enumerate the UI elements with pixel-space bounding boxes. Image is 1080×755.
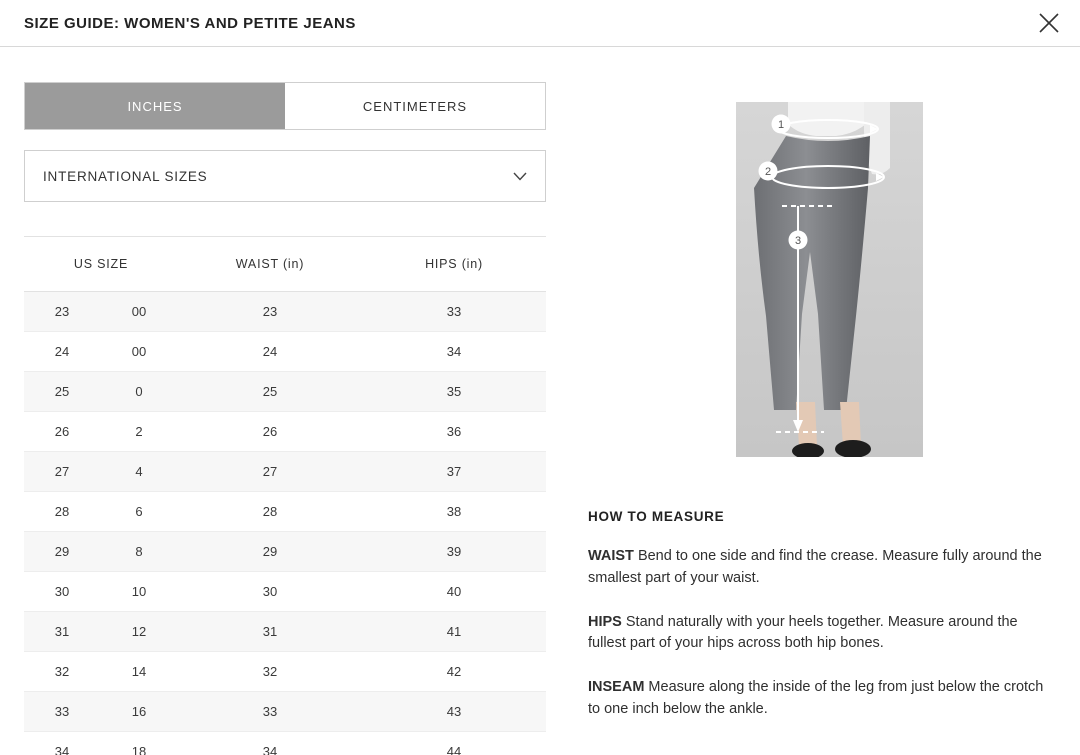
modal-header bbox=[0, 0, 1080, 47]
cell-intl-size: 00 bbox=[100, 292, 178, 332]
table-row bbox=[24, 452, 546, 492]
cell-us-size: 26 bbox=[24, 412, 100, 452]
tab-inches[interactable]: INCHES bbox=[25, 83, 285, 129]
cell-us-size: 23 bbox=[24, 292, 100, 332]
table-row bbox=[24, 612, 546, 652]
cell-us-size: 32 bbox=[24, 652, 100, 692]
cell-hips: 38 bbox=[362, 492, 546, 532]
measure-term-inseam: INSEAM bbox=[588, 679, 645, 695]
cell-intl-size: 4 bbox=[100, 452, 178, 492]
col-header-hips: HIPS (in) bbox=[362, 237, 546, 292]
cell-us-size: 30 bbox=[24, 572, 100, 612]
measure-text-waist: Bend to one side and find the crease. Measure fully around the smallest part of your waist. bbox=[588, 548, 1042, 586]
page-title: SIZE GUIDE: WOMEN'S AND PETITE JEANS bbox=[24, 14, 356, 32]
col-header-us-size: US SIZE bbox=[24, 237, 178, 292]
measure-term-hips: HIPS bbox=[588, 613, 622, 630]
svg-text:2: 2 bbox=[764, 166, 772, 178]
cell-hips: 43 bbox=[362, 692, 546, 732]
svg-text:1: 1 bbox=[777, 119, 785, 131]
col-header-waist: WAIST (in) bbox=[178, 237, 362, 292]
cell-waist: 26 bbox=[178, 412, 362, 452]
cell-waist: 33 bbox=[178, 692, 362, 732]
size-system-select[interactable] bbox=[24, 150, 546, 202]
size-table bbox=[24, 236, 546, 755]
cell-waist: 27 bbox=[178, 452, 362, 492]
cell-hips: 39 bbox=[362, 532, 546, 572]
table-row bbox=[24, 332, 546, 372]
table-body bbox=[24, 292, 546, 755]
cell-waist: 29 bbox=[178, 532, 362, 572]
cell-intl-size: 14 bbox=[100, 652, 178, 692]
cell-hips: 33 bbox=[362, 292, 546, 332]
cell-intl-size: 6 bbox=[100, 492, 178, 532]
cell-us-size: 29 bbox=[24, 532, 100, 572]
table-row bbox=[24, 412, 546, 452]
measure-item-inseam bbox=[588, 677, 1056, 721]
measurement-figure-svg bbox=[736, 102, 923, 457]
cell-intl-size: 8 bbox=[100, 532, 178, 572]
cell-us-size: 25 bbox=[24, 372, 100, 412]
chevron-down-icon-svg bbox=[513, 172, 527, 181]
cell-intl-size: 2 bbox=[100, 412, 178, 452]
cell-waist: 32 bbox=[178, 652, 362, 692]
tab-centimeters[interactable]: CENTIMETERS bbox=[285, 83, 545, 129]
svg-text:3: 3 bbox=[794, 235, 802, 247]
chevron-down-icon bbox=[513, 170, 527, 183]
table-head bbox=[24, 237, 546, 292]
cell-waist: 28 bbox=[178, 492, 362, 532]
cell-hips: 42 bbox=[362, 652, 546, 692]
cell-waist: 24 bbox=[178, 332, 362, 372]
cell-hips: 37 bbox=[362, 452, 546, 492]
measure-term-waist: WAIST bbox=[588, 548, 634, 564]
cell-intl-size: 10 bbox=[100, 572, 178, 612]
cell-waist: 31 bbox=[178, 612, 362, 652]
cell-hips: 35 bbox=[362, 372, 546, 412]
table-row bbox=[24, 692, 546, 732]
table-row bbox=[24, 532, 546, 572]
how-to-measure-title: HOW TO MEASURE bbox=[588, 509, 725, 524]
cell-intl-size: 0 bbox=[100, 372, 178, 412]
measure-column bbox=[560, 47, 1080, 755]
cell-us-size: 31 bbox=[24, 612, 100, 652]
cell-us-size: 27 bbox=[24, 452, 100, 492]
cell-intl-size: 18 bbox=[100, 732, 178, 755]
close-icon-svg bbox=[1036, 10, 1062, 36]
measure-item-waist bbox=[588, 546, 1056, 590]
table-row bbox=[24, 492, 546, 532]
cell-hips: 36 bbox=[362, 412, 546, 452]
cell-us-size: 33 bbox=[24, 692, 100, 732]
table-header-row bbox=[24, 237, 546, 292]
unit-toggle[interactable] bbox=[24, 82, 546, 130]
cell-intl-size: 00 bbox=[100, 332, 178, 372]
cell-hips: 44 bbox=[362, 732, 546, 755]
size-chart-column bbox=[0, 47, 560, 755]
modal-body bbox=[0, 47, 1080, 755]
size-system-value: INTERNATIONAL SIZES bbox=[43, 168, 208, 184]
cell-waist: 34 bbox=[178, 732, 362, 755]
measurement-figure bbox=[736, 102, 923, 457]
measure-text-hips: Stand naturally with your heels together. Measure around the fullest part of your hips across both hip bones. bbox=[588, 613, 1018, 652]
table-row bbox=[24, 652, 546, 692]
cell-us-size: 24 bbox=[24, 332, 100, 372]
cell-hips: 34 bbox=[362, 332, 546, 372]
close-icon[interactable] bbox=[1036, 10, 1062, 36]
table-row bbox=[24, 732, 546, 755]
measure-text-inseam: Measure along the inside of the leg from just below the crotch to one inch below the ankle. bbox=[588, 679, 1044, 717]
table-row bbox=[24, 372, 546, 412]
measure-item-hips bbox=[588, 612, 1056, 656]
cell-hips: 41 bbox=[362, 612, 546, 652]
cell-us-size: 28 bbox=[24, 492, 100, 532]
cell-intl-size: 12 bbox=[100, 612, 178, 652]
cell-waist: 25 bbox=[178, 372, 362, 412]
table-row bbox=[24, 292, 546, 332]
table-row bbox=[24, 572, 546, 612]
cell-waist: 23 bbox=[178, 292, 362, 332]
cell-us-size: 34 bbox=[24, 732, 100, 755]
cell-hips: 40 bbox=[362, 572, 546, 612]
cell-intl-size: 16 bbox=[100, 692, 178, 732]
cell-waist: 30 bbox=[178, 572, 362, 612]
